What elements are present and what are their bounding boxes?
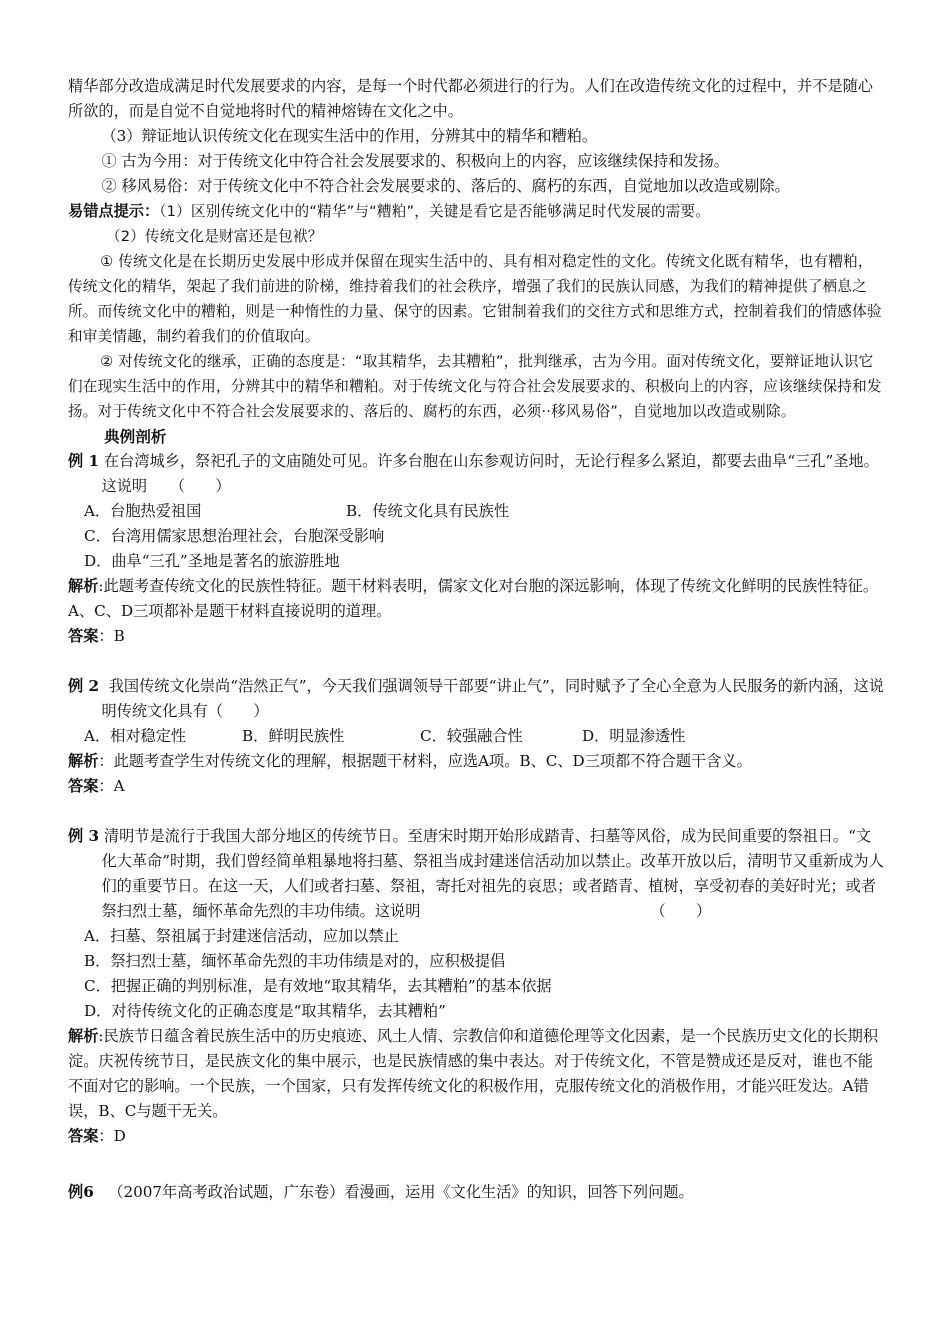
example-1-analysis [68,574,886,624]
tip-2a: ① 传统文化是在长期历史发展中形成并保留在现实生活中的、具有相对稳定性的文化。传统文化既有精华，也有糟粕，传统文化的精华，架起了我们前进的阶梯，维持着我们的社会秩序，增强了我们的民族认同感，为我们的精神提供了栖息之所。而传统文化中的糟粕，则是一种惰性的力量、保守的因素。它钳制着我们的交往方式和思维方式，控制着我们的情感体验和审美情趣，制约着我们的价值取向。 [68,253,882,345]
analysis-label: 解析 [68,752,99,770]
example-6-text: （2007年高考政治试题，广东卷）看漫画，运用《文化生活》的知识，回答下列问题。 [108,1183,694,1201]
example-3-option-a: A．扫墓、祭祖属于封建迷信活动，应加以禁止 [84,927,399,945]
tip-2: （2）传统文化是财富还是包袱？ [105,228,323,245]
example-3-option-b: B．祭扫烈士墓，缅怀革命先烈的丰功伟绩是对的，应积极提倡 [84,952,506,970]
point-3: （3）辩证地认识传统文化在现实生活中的作用，分辨其中的精华和糟粕。 [101,127,598,145]
example-2-stem [68,674,886,724]
example-2-option-c: C．较强融合性 [420,727,523,745]
example-2-text: 我国传统文化崇尚“浩然正气”，今天我们强调领导干部要“讲止气”，同时赋予了全心全意为人民服务的新内涵，这说明传统文化具有（ ） [101,677,884,720]
example-3-answer-text: ：D [98,1127,126,1145]
example-1-option-c: C．台湾用儒家思想治理社会，台胞深受影响 [84,527,385,545]
example-2-analysis-text: ：此题考查学生对传统文化的理解，根据题干材料，应选A项。B、C、D三项都不符合题干含义。 [98,752,752,770]
example-3-label: 例 3 [68,827,100,845]
example-1-text: 在台湾城乡，祭祀孔子的文庙随处可见。许多台胞在山东参观访问时，无论行程多么紧迫，都要去曲阜“三孔”圣地。这说明 （ ） [101,452,879,495]
example-6-label: 例6 [68,1183,94,1201]
document-page [68,74,886,1205]
example-1-answer-text: ：B [98,627,125,645]
example-2-options [68,724,886,749]
example-2-label: 例 2 [68,677,100,695]
tip-1: （1）区别传统文化中的“精华”与“糟粕”，关键是看它是否能够满足时代发展的需要。 [159,203,711,220]
example-1-stem [68,449,886,499]
answer-label: 答案 [68,777,99,795]
answer-label: 答案 [68,1127,99,1145]
example-3-text: 清明节是流行于我国大部分地区的传统节日。至唐宋时期开始形成踏青、扫墓等风俗，成为民间重要的祭祖日。“文化大革命”时期，我们曾经简单粗暴地将扫墓、祭祖当成封建迷信活动加以禁止。改革开放以后，清明节又重新成为人们的重要节日。在这一天，人们或者扫墓、祭祖，寄托对祖先的哀思；或者踏青、植树，享受初春的美好时光；或者祭扫烈士墓，缅怀革命先烈的丰功伟绩。这说明 [101,827,884,920]
example-2-option-d: D．明显渗透性 [582,727,686,745]
example-2-option-b: B．鲜明民族性 [242,727,345,745]
point-3-sub-2: ② 移风易俗：对于传统文化中不符合社会发展要求的、落后的、腐朽的东西，自觉地加以改造或剔除。 [101,177,790,195]
example-1-answer [68,624,886,649]
answer-label: 答案 [68,627,99,645]
example-3-option-c: C．把握正确的判别标准，是有效地“取其精华，去其糟粕”的基本依据 [84,977,552,995]
example-3-analysis-text: :民族节日蕴含着民族生活中的历史痕迹、风土人情、宗教信仰和道德伦理等文化因素，是一个民族历史文化的长期积淀。庆祝传统节日，是民族文化的集中展示，也是民族情感的集中表达。对于传统文化，不管是赞成还是反对，谁也不能不面对它的影响。一个民族，一个国家，只有发挥传统文化的积极作用，克服传统文化的消极作用，才能兴旺发达。A错误，B、C与题干无关。 [68,1027,879,1120]
spacer [68,649,886,674]
example-1-analysis-text: :此题考查传统文化的民族性特征。题干材料表明，儒家文化对台胞的深远影响，体现了传统文化鲜明的民族性特征。A、C、D三项都补是题干材料直接说明的道理。 [68,577,879,620]
example-1-options-ab [68,499,886,524]
spacer [68,1149,886,1180]
example-1-option-d: D．曲阜“三孔”圣地是著名的旅游胜地 [84,552,340,570]
example-1-option-a: A．台胞热爱祖国 [84,502,202,520]
analysis-label: 解析 [68,577,99,595]
tips-line-1 [68,199,886,224]
example-1-label: 例 1 [68,452,100,470]
example-2-answer [68,774,886,799]
example-6-stem [68,1180,886,1205]
example-2-answer-text: ：A [98,777,125,795]
section-title: 典例剖析 [104,427,167,446]
spacer [68,799,886,824]
example-3-analysis [68,1024,886,1124]
example-3-option-d: D．对待传统文化的正确态度是“取其精华，去其糟粕” [84,1002,446,1020]
example-3-bracket: （ ） [650,902,712,920]
example-1-option-b: B．传统文化具有民族性 [346,502,510,520]
intro-paragraph: 精华部分改造成满足时代发展要求的内容，是每一个时代都必须进行的行为。人们在改造传统文化的过程中，并不是随心所欲的，而是自觉不自觉地将时代的精神熔铸在文化之中。 [68,77,873,120]
example-2-option-a: A．相对稳定性 [84,727,187,745]
example-3-answer [68,1124,886,1149]
tips-label: 易错点提示： [68,202,160,220]
example-2-analysis [68,749,886,774]
example-3-stem [68,824,886,924]
analysis-label: 解析 [68,1027,99,1045]
point-3-sub-1: ① 古为今用：对于传统文化中符合社会发展要求的、积极向上的内容，应该继续保持和发扬。 [101,152,729,170]
tip-2b: ② 对传统文化的继承，正确的态度是：“取其精华，去其糟粕”，批判继承，古为今用。面对传统文化，要辩证地认识它们在现实生活中的作用，分辨其中的精华和糟粕。对于传统文化与符合社会发展要求的、积极向上的内容，应该继续保持和发扬。对于传统文化中不符合社会发展要求的、落后的、腐朽的东西，必须··移风易俗”，自觉地加以改造或剔除。 [68,353,882,420]
